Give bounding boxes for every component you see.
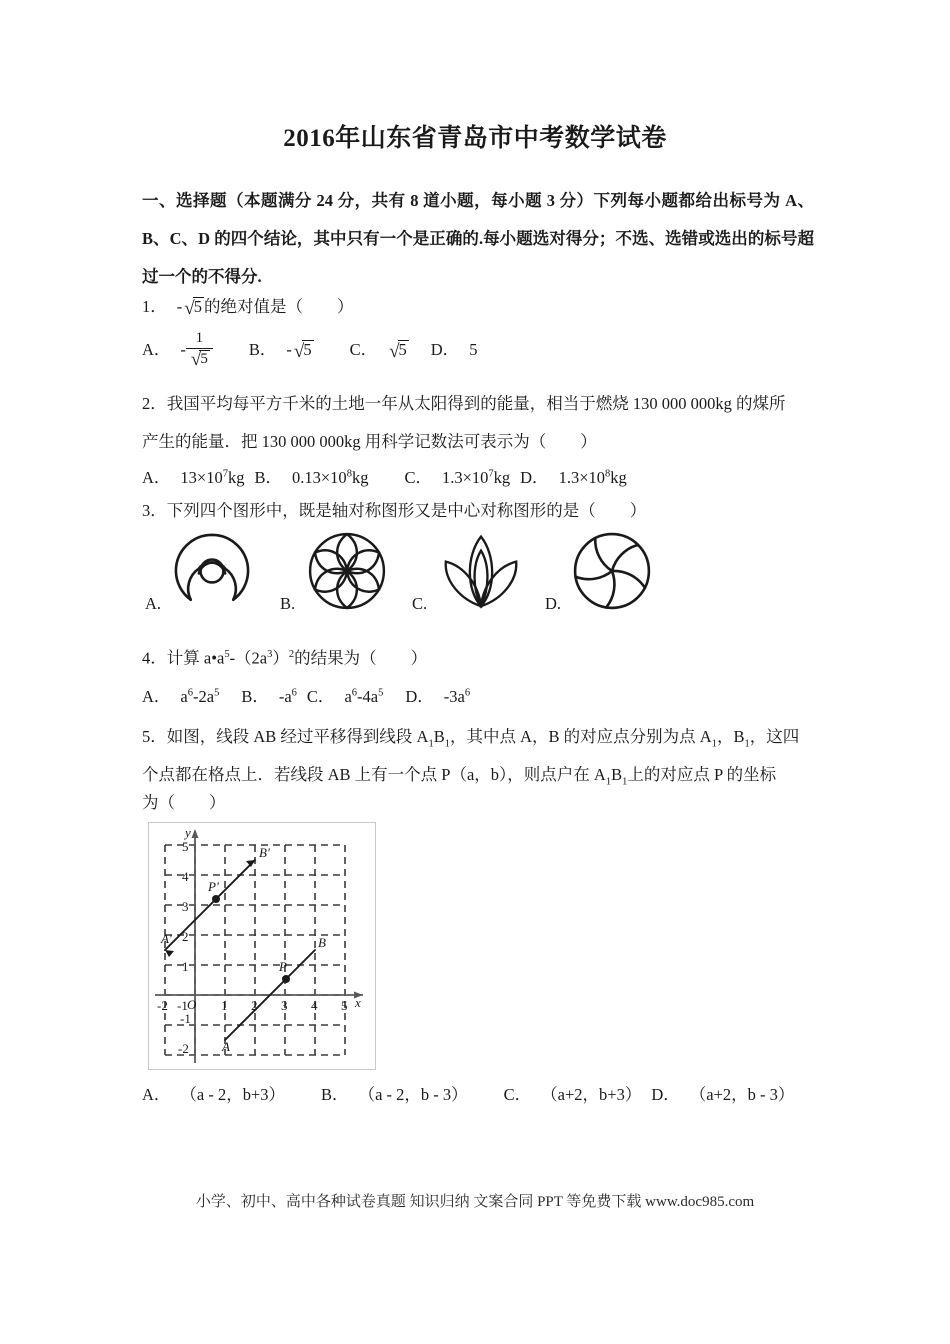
q1-option-b-sign: - bbox=[286, 340, 292, 359]
q1-option-c-label: C． bbox=[349, 340, 378, 359]
q5-option-b-value: （a - 2，b - 3） bbox=[358, 1085, 468, 1104]
q5-l3: 为（ bbox=[142, 793, 175, 812]
q1-option-d-label: D． bbox=[430, 340, 460, 359]
tick-x--1: -1 bbox=[177, 998, 188, 1013]
q4-option-a-label: A． bbox=[142, 686, 171, 706]
q5-number: 5． bbox=[142, 727, 167, 746]
q2-option-a-mantissa: 13×10 bbox=[180, 467, 223, 487]
sqrt-icon: √5 bbox=[190, 348, 208, 370]
q1-option-a-sign: - bbox=[180, 340, 186, 359]
q5-l1d: ，B bbox=[716, 727, 745, 746]
q1-option-c-radicand: 5 bbox=[398, 340, 407, 359]
q4-option-a-term2: -2a bbox=[193, 686, 215, 706]
q5-option-a[interactable] bbox=[142, 1085, 285, 1104]
q1-option-a-denominator: 5 bbox=[200, 350, 208, 367]
q3-figure-a-label: A. bbox=[145, 594, 162, 613]
label-point-p: P bbox=[279, 959, 287, 974]
q2-option-d-unit: kg bbox=[610, 467, 627, 487]
q2-option-b-unit: kg bbox=[351, 467, 369, 487]
q5-l1-sub3: 1 bbox=[711, 738, 717, 750]
q2-option-d-mantissa: 1.3×10 bbox=[558, 467, 605, 487]
q5-l1-sub1: 1 bbox=[428, 738, 434, 750]
sqrt-icon: √5 bbox=[184, 297, 202, 319]
tick-y-1: 1 bbox=[182, 959, 189, 974]
fraction bbox=[186, 331, 213, 370]
question-2-options bbox=[142, 455, 842, 497]
q4-stem-c: ） bbox=[272, 648, 289, 668]
q2-option-b-exponent: 8 bbox=[346, 468, 352, 479]
question-5-stem-line3 bbox=[142, 784, 822, 822]
q1-stem-close: ） bbox=[336, 297, 354, 316]
q1-option-a-label: A． bbox=[142, 340, 171, 359]
q3-stem-text: 下列四个图形中，既是轴对称图形又是中心对称图形的是（ bbox=[166, 501, 596, 520]
tick-y-2: 2 bbox=[182, 929, 189, 944]
q5-option-c-value: （a+2，b+3） bbox=[541, 1085, 642, 1104]
q2-option-b-label: B． bbox=[254, 467, 282, 487]
point-p-dot bbox=[282, 975, 290, 983]
q4-option-b-term1: -a bbox=[278, 686, 292, 706]
q4-option-c-exp2: 5 bbox=[378, 687, 384, 698]
q4-stem-a: 计算 a•a bbox=[166, 648, 225, 668]
q4-option-a-exp2: 5 bbox=[214, 687, 220, 698]
q5-l1c: ，其中点 A，B 的对应点分别为点 A bbox=[449, 727, 712, 746]
label-point-b-prime: B' bbox=[259, 845, 270, 860]
q5-l1-sub4: 1 bbox=[744, 738, 750, 750]
six-petal-flower-icon bbox=[306, 530, 388, 612]
q4-number: 4． bbox=[142, 648, 167, 668]
question-3-figure-row bbox=[140, 528, 830, 620]
q1-stem-text: 的绝对值是（ bbox=[203, 297, 303, 316]
q2-option-d-label: D． bbox=[520, 467, 549, 487]
q1-option-a-numerator: 1 bbox=[186, 331, 213, 349]
point-p-prime-dot bbox=[212, 895, 220, 903]
q5-l1-sub2: 1 bbox=[444, 738, 450, 750]
tick-y-5: 5 bbox=[182, 839, 189, 854]
q3-figure-c[interactable] bbox=[412, 528, 547, 620]
q5-l2a: 个点都在格点上．若线段 AB 上有一个点 P（a，b），则点户在 A bbox=[142, 765, 606, 784]
lotus-leaf-icon bbox=[438, 530, 524, 612]
q2-option-a-exponent: 7 bbox=[222, 468, 228, 479]
page-footer: 小学、初中、高中各种试卷真题 知识归纳 文案合同 PPT 等免费下载 www.doc985.com bbox=[195, 1194, 755, 1210]
q5-l2c: 上的对应点 P 的坐标 bbox=[627, 765, 777, 784]
question-5-options bbox=[142, 1076, 842, 1114]
tick-x-5: 5 bbox=[341, 998, 348, 1013]
q3-number: 3． bbox=[142, 501, 167, 520]
q2-option-c-unit: kg bbox=[493, 467, 511, 487]
pinwheel-circle-icon bbox=[571, 530, 653, 612]
q2-option-c-mantissa: 1.3×10 bbox=[441, 467, 489, 487]
q1-number: 1． bbox=[142, 297, 167, 316]
q4-option-b[interactable] bbox=[241, 687, 297, 706]
tick-x-3: 3 bbox=[281, 998, 288, 1013]
q2-option-c-label: C． bbox=[404, 467, 432, 487]
q4-option-c-exp1: 6 bbox=[351, 687, 358, 698]
tick-x-1: 1 bbox=[221, 998, 228, 1013]
q1-radicand: 5 bbox=[193, 297, 202, 316]
q5-option-b-label: B． bbox=[321, 1085, 349, 1104]
q2-option-c[interactable] bbox=[404, 468, 510, 487]
q4-option-d[interactable] bbox=[405, 687, 470, 706]
sqrt-icon: √5 bbox=[293, 340, 312, 362]
q4-option-a-exp1: 6 bbox=[187, 687, 193, 698]
question-5-coordinate-figure bbox=[148, 822, 376, 1070]
label-origin: O bbox=[187, 997, 197, 1012]
tick-x--2: -2 bbox=[157, 998, 168, 1013]
q4-stem-c-sup: 2 bbox=[288, 649, 295, 660]
segment-arrow-a-icon bbox=[165, 950, 174, 957]
label-point-p-prime: P' bbox=[208, 879, 219, 894]
q5-option-c-label: C． bbox=[503, 1085, 532, 1104]
tick-y-3: 3 bbox=[182, 899, 189, 914]
q1-option-b-label: B． bbox=[248, 340, 277, 359]
spiral-circle-icon bbox=[171, 530, 253, 612]
tick-x-4: 4 bbox=[311, 998, 318, 1013]
tick-x-2: 2 bbox=[251, 998, 258, 1013]
segment-arrow-b-icon bbox=[246, 860, 255, 867]
q5-option-a-label: A． bbox=[142, 1085, 171, 1104]
q2-stem-l2a: 产生的能量．把 130 000 000kg 用科学记数法可表示为（ bbox=[142, 432, 547, 451]
q2-option-a-unit: kg bbox=[227, 467, 245, 487]
page-title: 2016年山东省青岛市中考数学试卷 bbox=[283, 125, 667, 152]
q2-stem-l2b: ） bbox=[580, 432, 597, 451]
q1-option-c[interactable] bbox=[349, 340, 409, 362]
q5-option-b[interactable] bbox=[321, 1085, 468, 1104]
question-2-stem-line1 bbox=[142, 385, 822, 423]
q4-stem-a-sup: 5 bbox=[224, 649, 230, 660]
q4-option-a[interactable] bbox=[142, 687, 219, 706]
q2-option-b[interactable] bbox=[254, 468, 368, 487]
question-3-stem bbox=[142, 492, 822, 530]
q2-option-b-mantissa: 0.13×10 bbox=[292, 467, 347, 487]
question-4-stem bbox=[142, 636, 822, 678]
section-intro: 一、选择题（本题满分 24 分，共有 8 道小题，每小题 3 分）下列每小题都给出标号为 A、B、C、D 的四个结论，其中只有一个是正确的.每小题选对得分；不选、选错或选出的标号超过一个的不得分. bbox=[142, 191, 814, 286]
q3-figure-c-label: C. bbox=[412, 594, 428, 613]
question-1-stem bbox=[142, 288, 822, 328]
q3-stem-close: ） bbox=[629, 501, 647, 520]
y-axis-arrow-icon bbox=[192, 829, 199, 838]
q2-number: 2． bbox=[142, 394, 167, 413]
q5-option-a-value: （a - 2，b+3） bbox=[180, 1085, 286, 1104]
label-axis-y: y bbox=[185, 825, 191, 840]
q1-option-a[interactable] bbox=[142, 329, 213, 370]
q4-option-a-term1: a bbox=[180, 686, 188, 706]
tick-y--1: -1 bbox=[180, 1011, 191, 1026]
q4-option-c-label: C． bbox=[306, 686, 335, 706]
label-point-a: A bbox=[222, 1039, 230, 1054]
q3-figure-b-label: B. bbox=[280, 594, 296, 613]
q1-option-b[interactable] bbox=[248, 340, 314, 362]
q3-figure-d-label: D. bbox=[545, 594, 562, 613]
tick-y--2: -2 bbox=[178, 1041, 189, 1056]
label-axis-x: x bbox=[355, 995, 361, 1010]
q4-stem-d: 的结果为（ bbox=[294, 648, 377, 668]
q4-option-c-term1: a bbox=[344, 686, 352, 706]
q5-l2b: B bbox=[611, 765, 623, 784]
tick-y-4: 4 bbox=[182, 869, 189, 884]
q5-l1a: 如图，线段 AB 经过平移得到线段 A bbox=[166, 727, 429, 746]
q2-option-a-label: A． bbox=[142, 467, 171, 487]
q2-option-d[interactable] bbox=[520, 468, 627, 487]
q4-option-b-exp1: 6 bbox=[291, 687, 297, 698]
q5-l2-sub2: 1 bbox=[622, 776, 628, 788]
q4-stem-b: -（2a bbox=[229, 648, 268, 668]
question-1-options bbox=[142, 326, 842, 376]
q5-option-d-label: D． bbox=[651, 1085, 680, 1104]
q2-option-a[interactable] bbox=[142, 468, 244, 487]
q3-figure-a[interactable] bbox=[145, 528, 280, 620]
q4-option-d-label: D． bbox=[405, 686, 434, 706]
q1-minus: - bbox=[176, 297, 183, 316]
coordinate-grid-svg bbox=[149, 823, 375, 1069]
q4-stem-b-sup: 3 bbox=[267, 649, 273, 660]
q3-figure-d[interactable] bbox=[545, 528, 680, 620]
q4-option-b-label: B． bbox=[241, 686, 269, 706]
q1-option-b-radicand: 5 bbox=[303, 340, 312, 359]
q5-option-d-value: （a+2，b - 3） bbox=[689, 1085, 795, 1104]
q4-option-d-term1: -3a bbox=[443, 686, 465, 706]
q4-option-d-exp1: 6 bbox=[464, 687, 471, 698]
q2-option-c-exponent: 7 bbox=[488, 468, 494, 479]
question-4-options bbox=[142, 674, 842, 716]
q2-stem-l1: 我国平均每平方千米的土地一年从太阳得到的能量，相当于燃烧 130 000 000kg 的煤所 bbox=[166, 394, 786, 413]
sqrt-icon: √5 bbox=[389, 340, 407, 362]
q5-l1b: B bbox=[433, 727, 445, 746]
q4-stem-close: ） bbox=[410, 648, 428, 668]
q3-figure-b[interactable] bbox=[280, 528, 415, 620]
label-point-b: B bbox=[318, 935, 326, 950]
q5-l3-close: ） bbox=[209, 793, 226, 812]
q5-option-d[interactable] bbox=[651, 1085, 794, 1104]
q4-option-c-term2: -4a bbox=[357, 686, 379, 706]
q5-l2-sub1: 1 bbox=[605, 776, 612, 788]
q5-option-c[interactable] bbox=[504, 1085, 642, 1104]
q1-option-d-value: 5 bbox=[469, 340, 478, 359]
q2-option-d-exponent: 8 bbox=[605, 468, 611, 479]
q1-option-d[interactable] bbox=[431, 340, 478, 359]
label-point-a-prime: A' bbox=[161, 931, 172, 946]
q4-option-c[interactable] bbox=[307, 687, 383, 706]
q5-l1e: ，这四 bbox=[749, 727, 800, 746]
